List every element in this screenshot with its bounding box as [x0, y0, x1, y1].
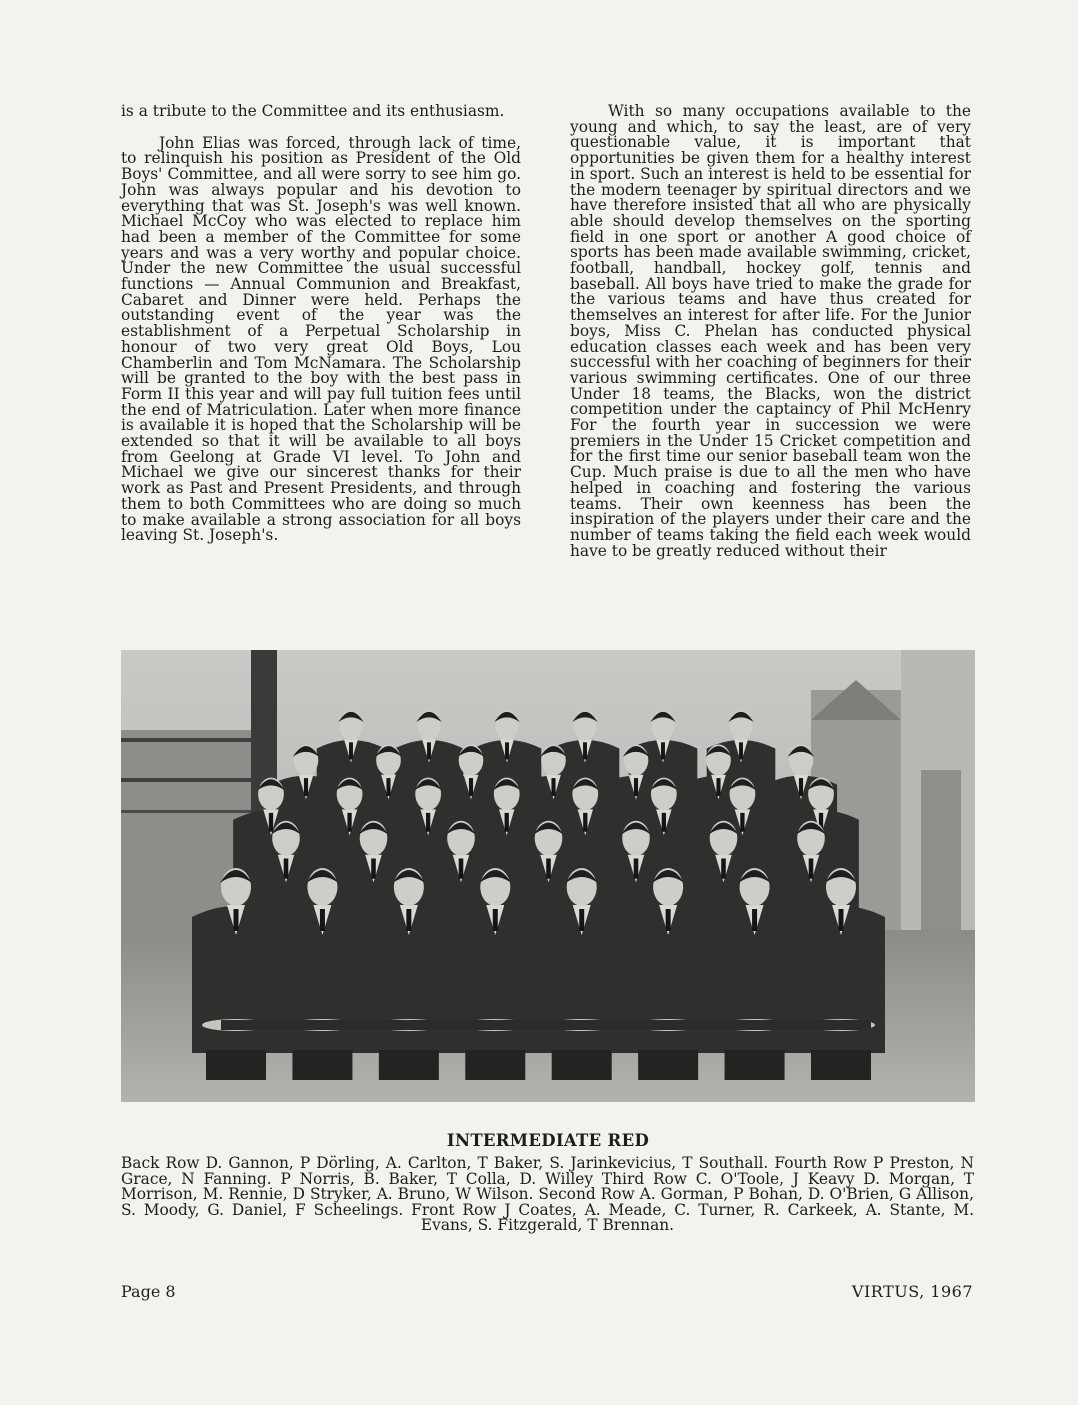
left-paragraph-2: John Elias was forced, through lack of time, to relinquish his position as President of the Old Boys' Committee, and all were sorry to see him go. John was always popular and his devotion to everything that was St. Joseph's was well known. Michael McCoy who was elected to replace him had been a member of the Committee for some years and was a very worthy and popular choice. Under the new Committee the usual successful functions — Annual Communion and Breakfast, Cabaret and Dinner were held. Perhaps the outstanding event of the year was the establishment of a Perpetual Scholarship in honour of two very great Old Boys, Lou Chamberlin and Tom McNamara. The Scholarship will be granted to the boy with the best pass in Form II this year and will pay full tuition fees until the end of Matriculation. Later when more finance is available it is hoped that the Scholarship will be extended so that it will be available to all boys from Geelong at Grade VI level. To John and Michael we give our sincerest thanks for their work as Past and Present Presidents, and through them to both Committees who are doing so much to make available a strong association for all boys leaving St. Joseph's.	[121, 133, 521, 545]
class-group-photo	[121, 650, 975, 1102]
right-paragraph-1: With so many occupations available to the young and which, to say the least, are of very questionable value, it is important that opportunities be given them for a healthy interest in sport. Such an interest is held to be essential for the modern teenager by spiritual directors and we have therefore insisted that all who are physically able should develop themselves on the sporting field in one sport or another A good choice of sports has been made available swimming, cricket, football, handball, hockey golf, tennis and baseball. All boys have tried to make the grade for the various teams and have thus created for themselves an interest for after life. For the Junior boys, Miss C. Phelan has conducted physical education classes each week and has been very successful with her coaching of beginners for their various swimming certificates. One of our three Under 18 teams, the Blacks, won the district competition under the captaincy of Phil McHenry For the fourth year in succession we were premiers in the Under 15 Cricket competition and for the first time our senior baseball team won the Cup. Much praise is due to all the men who have helped in coaching and fostering the various teams. Their own keenness has been the inspiration of the players under their care and the number of teams taking the field each week would have to be greatly reduced without their	[570, 102, 971, 560]
caption-title: INTERMEDIATE RED	[446, 1131, 650, 1150]
right-column	[570, 104, 971, 559]
caption-names: Back Row D. Gannon, P Dörling, A. Carlton, T Baker, S. Jarinkevicius, T Southall. Fourth Row P Preston, N Grace, N Fanning. P Norris, B. Baker, T Colla, D. Willey Third Row C. O'Toole, J Keavy D. Morgan, T Morrison, M. Rennie, D Stryker, A. Bruno, W Wilson. Second Row A. Gorman, P Bohan, D. O'Brien, G Allison, S. Moody, G. Daniel, F Scheelings. Front Row J Coates, A. Meade, C. Turner, R. Carkeek, A. Stante, M. Evans, S. Fitzgerald, T Brennan.	[121, 1154, 974, 1235]
publication-footer: VIRTUS, 1967	[851, 1282, 973, 1301]
left-paragraph-1: is a tribute to the Committee and its enthusiasm.	[121, 102, 505, 120]
left-column	[121, 104, 521, 544]
page-number: Page 8	[121, 1282, 176, 1301]
